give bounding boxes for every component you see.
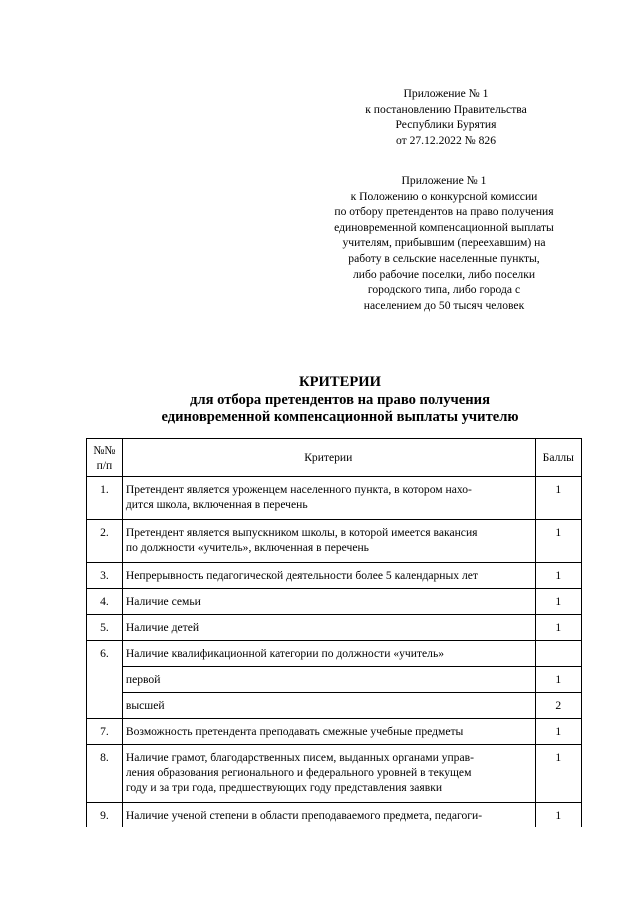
row-points: 1 [535,667,581,693]
table-subrow [87,667,582,693]
table-row [87,615,582,641]
row-points: 1 [535,563,581,589]
appendix-1-line: к постановлению Правительства [365,102,527,116]
row-criteria [122,667,535,693]
row-points [535,641,581,667]
row-criteria [122,563,535,589]
criteria-line: Непрерывность педагогической деятельности более 5 календарных лет [125,569,478,582]
row-points: 1 [535,589,581,615]
row-points: 1 [535,520,581,563]
row-number: 8. [87,745,123,803]
document-title: КРИТЕРИИ [299,374,381,390]
table-subrow [87,693,582,719]
appendix-2-line: Приложение № 1 [401,174,487,187]
row-points: 1 [535,803,581,828]
appendix-2-line: населением до 50 тысяч человек [363,298,525,312]
row-criteria [122,520,535,563]
subtitle-line: единовременной компенсационной выплаты учителю [161,409,519,425]
row-criteria [122,615,535,641]
appendix-1-block [346,86,546,148]
subtitle-line: для отбора претендентов на право получения [190,392,490,408]
row-points: 1 [535,719,581,745]
row-number: 9. [87,803,123,828]
appendix-1-line: Приложение № 1 [403,87,489,100]
appendix-2-line: к Положению о конкурсной комиссии [350,189,538,203]
table-row [87,520,582,563]
criteria-line: по должности «учитель», включенная в перечень [125,541,369,554]
criteria-line: дится школа, включенная в перечень [125,498,308,511]
criteria-line: Претендент является уроженцем населенного пункта, в котором нахо- [125,483,472,496]
table-row [87,641,582,667]
appendix-2-line: по отбору претендентов на право получения [334,205,554,219]
row-number: 6. [87,641,123,719]
criteria-line: Наличие детей [125,621,200,634]
row-number: 1. [87,477,123,520]
criteria-line: Наличие семьи [125,595,201,608]
row-criteria [122,693,535,719]
criteria-line: Наличие грамот, благодарственных писем, выданных органами управ- [125,751,474,764]
appendix-2-line: единовременной компенсационной выплаты [334,220,554,234]
row-points: 1 [535,745,581,803]
criteria-line: первой [125,673,161,686]
row-criteria [122,477,535,520]
row-criteria [122,641,535,667]
header-criteria: Критерии [122,439,535,477]
row-criteria [122,745,535,803]
criteria-line: Претендент является выпускником школы, в которой имеется вакансия [125,526,478,539]
row-points: 2 [535,693,581,719]
appendix-2-line: учителям, прибывшим (переехавшим) на [342,236,546,250]
criteria-line: ления образования регионального и федерального уровней в текущем [125,766,472,779]
row-number: 2. [87,520,123,563]
row-number: 4. [87,589,123,615]
appendix-2-line: городского типа, либо города с [367,283,521,297]
table-row [87,589,582,615]
criteria-line: Возможность претендента преподавать смежные учебные предметы [125,725,464,738]
criteria-line: Наличие квалификационной категории по должности «учитель» [125,647,445,660]
criteria-line: высшей [125,699,165,712]
row-number: 3. [87,563,123,589]
criteria-table [86,438,582,827]
row-points: 1 [535,477,581,520]
table-row [87,745,582,803]
table-row [87,803,582,828]
appendix-1-line: от 27.12.2022 № 826 [395,133,497,147]
table-row [87,719,582,745]
appendix-2-line: работу в сельские населенные пункты, [348,251,540,265]
criteria-line: году и за три года, предшествующих году представления заявки [125,781,443,794]
row-criteria [122,719,535,745]
document-subtitle [60,392,620,426]
table-row [87,563,582,589]
appendix-1-line: Республики Бурятия [395,118,497,132]
header-points: Баллы [535,439,581,477]
row-points: 1 [535,615,581,641]
appendix-2-line: либо рабочие поселки, либо поселки [352,267,536,281]
header-number-line1: №№ [93,443,116,457]
row-number: 5. [87,615,123,641]
header-number-line2: п/п [96,458,113,472]
row-criteria [122,803,535,828]
row-number: 7. [87,719,123,745]
appendix-2-block [302,173,586,313]
header-number [87,439,123,477]
table-header-row [87,439,582,477]
criteria-line: Наличие ученой степени в области преподаваемого предмета, педагоги- [125,809,483,822]
table-row [87,477,582,520]
row-criteria [122,589,535,615]
